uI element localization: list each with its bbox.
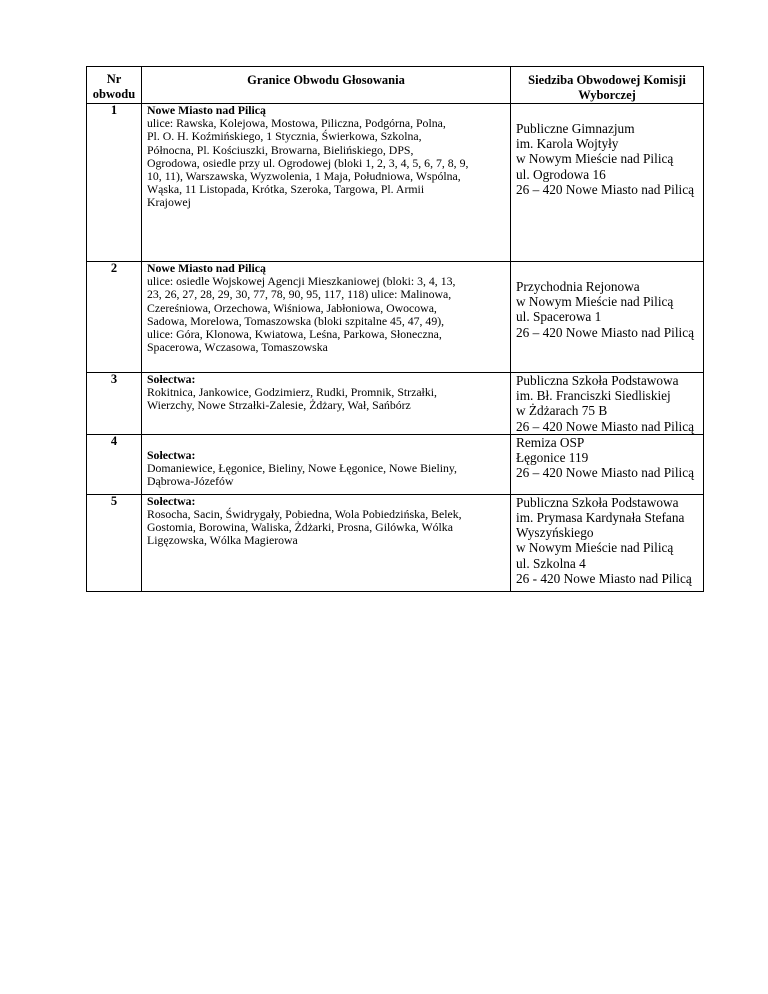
seat-line: ul. Ogrodowa 16 bbox=[516, 166, 606, 182]
table-row bbox=[87, 494, 704, 591]
seat-line: im. Prymasa Kardynała Stefana bbox=[516, 510, 685, 526]
district-streets: ulice: osiedle Wojskowej Agencji Mieszkaniowej (bloki: 3, 4, 13, 23, 26, 27, 28, 29, 30, 77, 78, 90, 95, 117, 118) ulice: Malinowa, Czereśniowa, Orzechowa, Wiśniowa, Jabłoniowa, Owocowa, Sadowa, Morelowa, Tomaszowska (bloki szpitalne 45, 47, 49), ulice: Góra, Klonowa, Kwiatowa, Leśna, Parkowa, Słoneczna, Spacerowa, Wczasowa, Tomaszowska bbox=[147, 274, 456, 355]
seat-line: 26 – 420 Nowe Miasto nad Pilicą bbox=[516, 465, 695, 481]
district-bounds bbox=[142, 104, 511, 262]
seat-line: w Nowym Mieście nad Pilicą bbox=[516, 294, 674, 310]
header-commission-seat bbox=[511, 67, 704, 104]
district-number: 3 bbox=[87, 373, 142, 435]
commission-seat bbox=[511, 434, 704, 494]
district-number: 5 bbox=[87, 494, 142, 591]
table-header-row bbox=[87, 67, 704, 104]
seat-line: im. Bł. Franciszki Siedliskiej bbox=[516, 388, 671, 404]
district-number: 2 bbox=[87, 262, 142, 373]
seat-line: w Nowym Mieście nad Pilicą bbox=[516, 540, 674, 556]
district-bounds bbox=[142, 434, 511, 494]
voting-districts-table bbox=[86, 66, 704, 592]
table-row bbox=[87, 434, 704, 494]
header-seat-line2: Wyborczej bbox=[578, 88, 636, 102]
district-bounds bbox=[142, 494, 511, 591]
district-bounds bbox=[142, 373, 511, 435]
district-place: Sołectwa: bbox=[147, 447, 196, 462]
seat-line: Łęgonice 119 bbox=[516, 450, 589, 466]
commission-seat bbox=[511, 104, 704, 262]
district-streets: Rokitnica, Jankowice, Godzimierz, Rudki, Promnik, Strzałki, Wierzchy, Nowe Strzałki-Zalesie, Żdżary, Wał, Sańbórz bbox=[147, 385, 437, 413]
seat-line: Wyszyńskiego bbox=[516, 525, 594, 541]
district-place: Nowe Miasto nad Pilicą bbox=[147, 261, 266, 275]
table-row bbox=[87, 373, 704, 435]
seat-line: 26 – 420 Nowe Miasto nad Pilicą bbox=[516, 181, 695, 197]
commission-seat bbox=[511, 262, 704, 373]
commission-seat bbox=[511, 494, 704, 591]
seat-line: Remiza OSP bbox=[516, 434, 585, 450]
district-number: 1 bbox=[87, 104, 142, 262]
district-number: 4 bbox=[87, 434, 142, 494]
seat-line: Publiczna Szkoła Podstawowa bbox=[516, 373, 679, 388]
seat-line: im. Karola Wojtyły bbox=[516, 136, 619, 152]
seat-line: 26 – 420 Nowe Miasto nad Pilicą bbox=[516, 324, 695, 340]
header-nr-line2: obwodu bbox=[92, 87, 136, 101]
table-row bbox=[87, 262, 704, 373]
district-streets: Rosocha, Sacin, Świdrygały, Pobiedna, Wola Pobiedzińska, Belek, Gostomia, Borowina, Waliska, Żdżarki, Prosna, Gilówka, Wólka Ligęzowska, Wólka Magierowa bbox=[147, 507, 462, 548]
district-bounds bbox=[142, 262, 511, 373]
district-place: Nowe Miasto nad Pilicą bbox=[147, 103, 266, 117]
seat-line: 26 - 420 Nowe Miasto nad Pilicą bbox=[516, 570, 692, 586]
seat-line: Publiczne Gimnazjum bbox=[516, 121, 635, 136]
header-seat-line1: Siedziba Obwodowej Komisji bbox=[528, 73, 686, 87]
district-streets: ulice: Rawska, Kolejowa, Mostowa, Piliczna, Podgórna, Polna, Pl. O. H. Koźmińskiego, 1 Stycznia, Świerkowa, Szkolna, Północna, Pl. Kościuszki, Browarna, Bielińskiego, DPS, Ogrodowa, osiedle przy ul. Ogrodowej (bloki 1, 2, 3, 4, 5, 6, 7, 8, 9, 10, 11), Warszawska, Wyzwolenia, 1 Maja, Południowa, Wspólna, Wąska, 11 Listopada, Krótka, Szeroka, Targowa, Pl. Armii Krajowej bbox=[147, 116, 469, 210]
seat-line: Publiczna Szkoła Podstawowa bbox=[516, 494, 679, 510]
seat-line: ul. Szkolna 4 bbox=[516, 555, 586, 571]
table-row bbox=[87, 104, 704, 262]
header-district-number bbox=[87, 67, 142, 104]
seat-line: w Nowym Mieście nad Pilicą bbox=[516, 151, 674, 167]
seat-line: 26 – 420 Nowe Miasto nad Pilicą bbox=[516, 418, 695, 434]
seat-line: Przychodnia Rejonowa bbox=[516, 279, 640, 294]
district-place: Sołectwa: bbox=[147, 372, 196, 386]
district-streets: Domaniewice, Łęgonice, Bieliny, Nowe Łęgonice, Nowe Bieliny, Dąbrowa-Józefów bbox=[147, 461, 458, 489]
district-place: Sołectwa: bbox=[147, 493, 196, 508]
seat-line: w Żdżarach 75 B bbox=[516, 403, 608, 419]
seat-line: ul. Spacerowa 1 bbox=[516, 309, 602, 325]
header-nr-line1: Nr bbox=[106, 72, 122, 86]
commission-seat bbox=[511, 373, 704, 435]
header-district-bounds: Granice Obwodu Głosowania bbox=[142, 67, 511, 104]
